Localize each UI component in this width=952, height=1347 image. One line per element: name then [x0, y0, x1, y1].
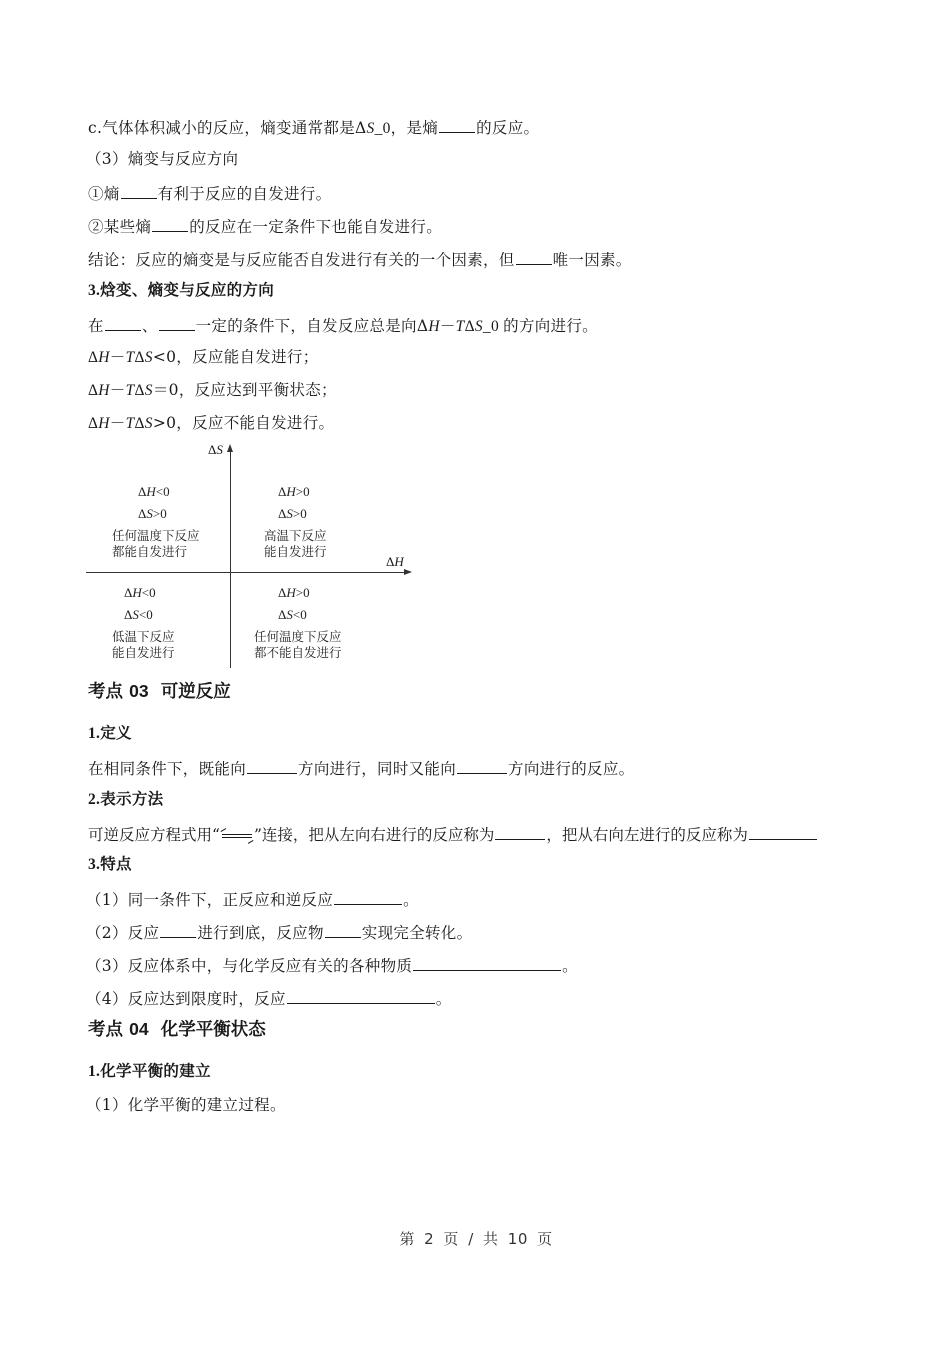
text: Δ — [134, 349, 145, 366]
text: 有利于反应的自发进行。 — [157, 185, 332, 203]
quadrant-bottom-left: ΔH<0 ΔS<0 低温下反应 能自发进行 — [112, 585, 175, 660]
var-t: T — [125, 349, 135, 366]
quadrant-top-right: ΔH>0 ΔS>0 高温下反应 能自发进行 — [264, 484, 327, 559]
subheading-features: 3.特点 — [88, 856, 132, 873]
text: >0，反应不能自发进行。 — [152, 414, 335, 432]
var-s: S — [474, 318, 483, 335]
text: （4）反应达到限度时，反应 — [86, 990, 286, 1008]
text-line-equilibrium — [88, 380, 337, 401]
text-line-spontaneous — [88, 347, 319, 368]
text: 结论：反应的熵变是与反应能否自发进行有关的一个因素，但 — [88, 251, 515, 269]
section-heading-03: 考点 03 可逆反应 — [88, 681, 231, 702]
y-axis-label: ΔS — [208, 442, 223, 457]
text: ”连接，把从左向右进行的反应称为 — [253, 826, 495, 844]
text: _0 的方向进行。 — [482, 318, 598, 335]
y-axis — [230, 448, 231, 668]
fill-blank[interactable] — [160, 921, 196, 938]
text: （1）同一条件下，正反应和逆反应 — [86, 891, 334, 909]
subheading-notation: 2.表示方法 — [88, 791, 164, 808]
quadrant-bottom-right: ΔH>0 ΔS<0 任何温度下反应 都不能自发进行 — [254, 585, 342, 660]
page-footer: 第 2 页 / 共 10 页 — [399, 1230, 553, 1248]
text: Δ — [88, 382, 99, 399]
text-line-condition — [88, 314, 598, 337]
feature-3 — [86, 954, 578, 976]
text: c.气体体积减小的反应，熵变通常都是Δ — [88, 119, 367, 137]
fill-blank[interactable] — [247, 757, 297, 774]
text: 。 — [403, 891, 419, 909]
text-line-equilibrium-process: （1）化学平衡的建立过程。 — [86, 1096, 286, 1114]
text: － — [109, 348, 126, 366]
var-s: S — [144, 382, 153, 399]
text: ＝0，反应达到平衡状态； — [152, 381, 337, 399]
var-t: T — [455, 318, 465, 335]
var-h: H — [98, 349, 110, 366]
text-line-conclusion — [88, 248, 632, 270]
x-axis — [86, 572, 406, 573]
text: （3）反应体系中，与化学反应有关的各种物质 — [86, 957, 413, 975]
fill-blank[interactable] — [413, 954, 561, 971]
text-line-entropy-decrease — [88, 215, 442, 237]
var-h: H — [428, 318, 440, 335]
text: ①熵 — [88, 185, 120, 203]
text-line-entropy-increase — [88, 182, 331, 204]
fill-blank[interactable] — [152, 215, 188, 232]
text-line-notation — [88, 823, 818, 845]
fill-blank[interactable] — [516, 248, 552, 265]
text: （2）反应 — [86, 924, 160, 942]
text: 方向进行，同时又能向 — [298, 760, 457, 778]
text: － — [439, 317, 456, 335]
text: ②某些熵 — [88, 218, 152, 236]
text: 、 — [141, 317, 158, 335]
x-axis-label: ΔH — [386, 554, 404, 569]
var-s: S — [144, 415, 153, 432]
text: Δ — [88, 415, 99, 432]
text-line-definition — [88, 757, 634, 779]
text: ，把从右向左进行的反应称为 — [546, 826, 748, 844]
quadrant-top-left: ΔH<0 ΔS>0 任何温度下反应 都能自发进行 — [112, 484, 200, 559]
subheading-definition: 1.定义 — [88, 725, 132, 742]
subheading-enthalpy-entropy-direction: 3.焓变、熵变与反应的方向 — [88, 282, 275, 299]
subheading-equilibrium-establishment: 1.化学平衡的建立 — [88, 1063, 211, 1080]
text: 一定的条件下，自发反应总是向Δ — [195, 317, 429, 335]
fill-blank[interactable] — [159, 314, 195, 331]
subheading-entropy-direction: （3）熵变与反应方向 — [86, 150, 239, 168]
var-h: H — [98, 415, 110, 432]
var-t: T — [125, 382, 135, 399]
enthalpy-entropy-quadrant-diagram — [86, 440, 416, 672]
text: 方向进行的反应。 — [508, 760, 635, 778]
text: 。 — [435, 990, 452, 1008]
text: Δ — [134, 415, 145, 432]
text: － — [109, 414, 126, 432]
fill-blank[interactable] — [334, 888, 402, 905]
text-line-gas-volume — [88, 116, 539, 139]
text: Δ — [134, 382, 145, 399]
text: 进行到底，反应物 — [197, 924, 324, 942]
text: 在 — [88, 317, 104, 335]
feature-4 — [86, 987, 452, 1009]
text: 在相同条件下，既能向 — [88, 760, 247, 778]
var-h: H — [98, 382, 110, 399]
text: 的反应。 — [476, 119, 540, 137]
fill-blank[interactable] — [287, 987, 435, 1004]
text: 实现完全转化。 — [361, 924, 473, 942]
reversible-arrow-icon — [220, 831, 254, 841]
fill-blank[interactable] — [325, 921, 361, 938]
fill-blank[interactable] — [457, 757, 507, 774]
fill-blank[interactable] — [121, 182, 157, 199]
text: － — [109, 381, 126, 399]
fill-blank[interactable] — [495, 823, 545, 840]
var-s: S — [144, 349, 153, 366]
text: 。 — [562, 957, 578, 975]
text: Δ — [464, 318, 475, 335]
text-line-non-spontaneous — [88, 413, 334, 434]
feature-2 — [86, 921, 472, 943]
var-s: S — [366, 120, 375, 137]
fill-blank[interactable] — [439, 116, 475, 133]
text: _0，是熵 — [374, 120, 439, 137]
fill-blank[interactable] — [105, 314, 141, 331]
text: 唯一因素。 — [552, 251, 632, 269]
feature-1 — [86, 888, 419, 910]
text: 的反应在一定条件下也能自发进行。 — [189, 218, 443, 236]
section-heading-04: 考点 04 化学平衡状态 — [88, 1019, 266, 1040]
text: <0，反应能自发进行； — [152, 348, 319, 366]
var-t: T — [125, 415, 135, 432]
fill-blank[interactable] — [749, 823, 817, 840]
text: Δ — [88, 349, 99, 366]
text: 可逆反应方程式用“ — [88, 826, 220, 844]
